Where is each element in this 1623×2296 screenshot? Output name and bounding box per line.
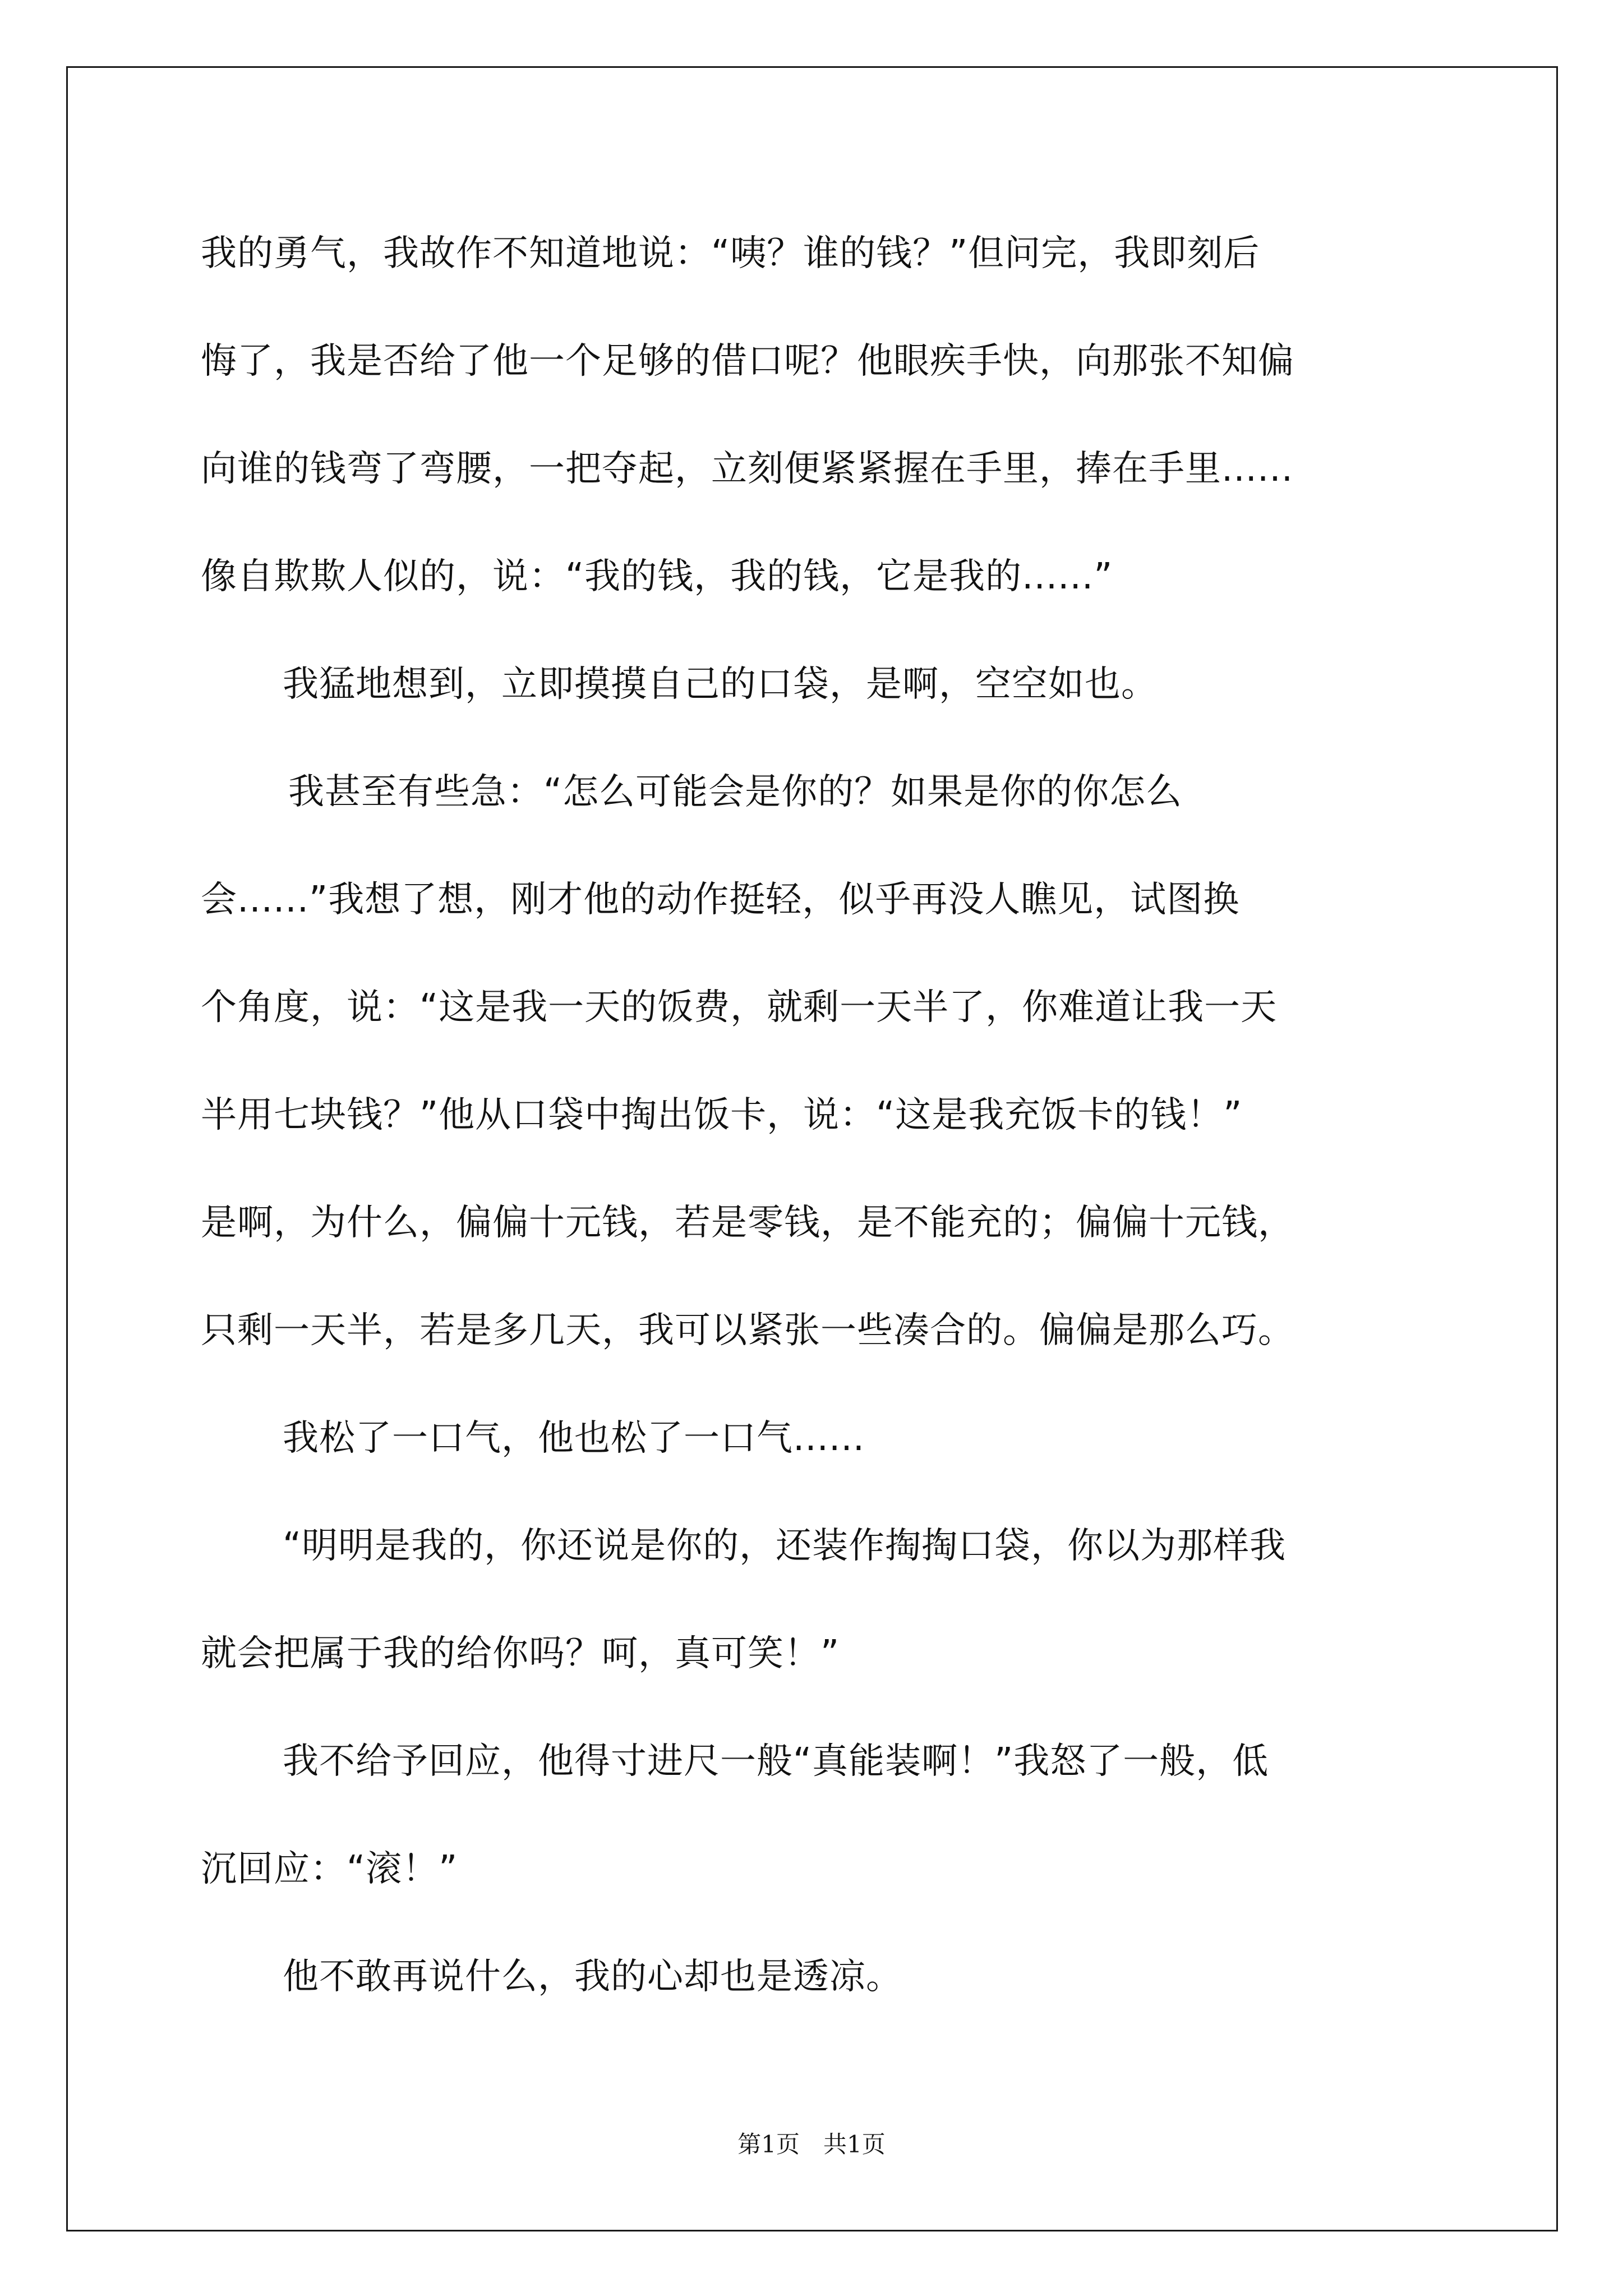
paragraph-line: 我甚至有些急：“怎么可能会是你的？如果是你的你怎么: [288, 771, 1183, 813]
text-line: 沉回应：“滚！”: [201, 1848, 458, 1890]
text-line: 只剩一天半，若是多几天，我可以紧张一些凑合的。偏偏是那么巧。: [201, 1310, 1294, 1351]
paragraph-line: 我不给予回应，他得寸进尺一般“真能装啊！”我怒了一般，低: [283, 1741, 1269, 1782]
text-line: 会......”我想了想，刚才他的动作挺轻，似乎再没人瞧见，试图换: [201, 879, 1240, 921]
text-line: 个角度，说：“这是我一天的饭费，就剩一天半了，你难道让我一天: [201, 987, 1278, 1028]
text-line: 悔了，我是否给了他一个足够的借口呢？他眼疾手快，向那张不知偏: [201, 341, 1294, 382]
paragraph-line: 我猛地想到，立即摸摸自己的口袋，是啊，空空如也。: [283, 664, 1158, 705]
text-line: 向谁的钱弯了弯腰，一把夺起，立刻便紧紧握在手里，捧在手里......: [201, 448, 1294, 490]
text-line: 半用七块钱？”他从口袋中掏出饭卡，说：“这是我充饭卡的钱！”: [201, 1094, 1243, 1136]
page-number-footer: 第1页 共1页: [737, 2131, 886, 2158]
text-line: 就会把属于我的给你吗？呵，真可笑！”: [201, 1633, 840, 1674]
text-line: 我的勇气，我故作不知道地说：“咦？谁的钱？”但问完，我即刻后: [201, 233, 1260, 274]
paragraph-line: 他不敢再说什么，我的心却也是透凉。: [283, 1956, 902, 1998]
paragraph-line: 我松了一口气，他也松了一口气......: [283, 1418, 865, 1459]
text-line: 是啊，为什么，偏偏十元钱，若是零钱，是不能充的；偏偏十元钱，: [201, 1202, 1294, 1244]
document-body: [201, 209, 1451, 2040]
text-line: 像自欺欺人似的，说：“我的钱，我的钱，它是我的......”: [201, 556, 1113, 597]
paragraph-line: “明明是我的，你还说是你的，还装作掏掏口袋，你以为那样我: [283, 1525, 1287, 1567]
